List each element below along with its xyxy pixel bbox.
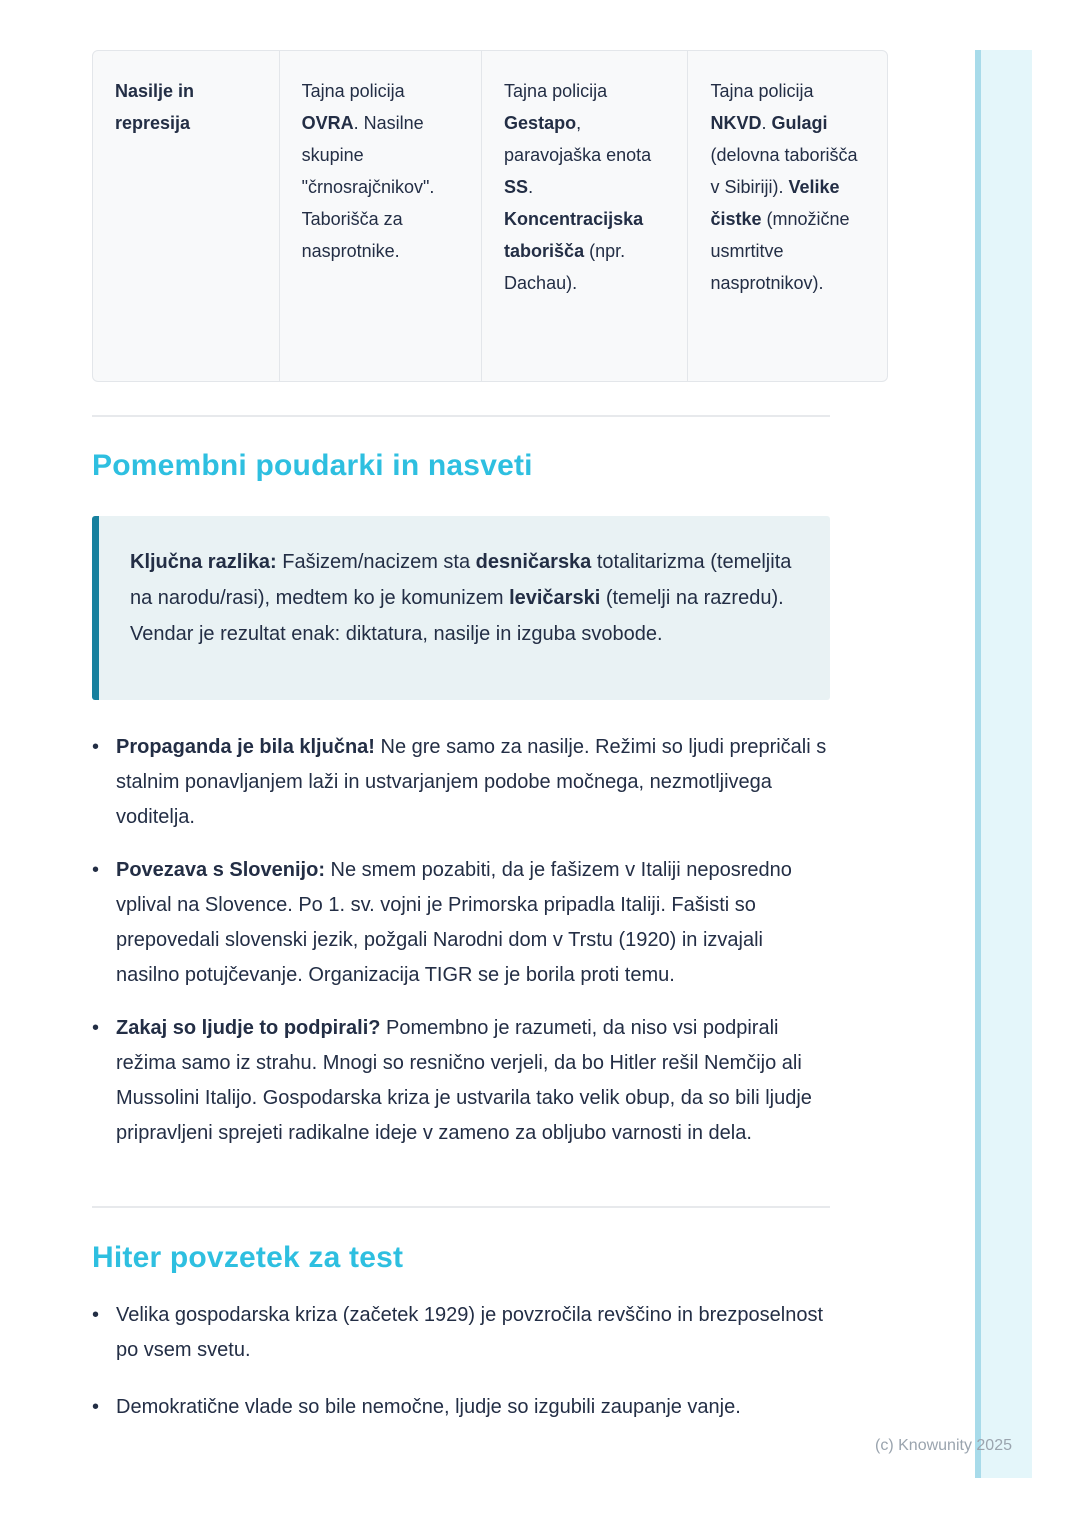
list-item-text: Povezava s Slovenijo: Ne smem pozabiti, da je fašizem v Italiji neposredno vplival na Slovence. Po 1. sv. vojni je Primorska pripadla Italiji. Fašisti so prepovedali slovenski jezik, požgali Narodni dom v Trstu (1920) in izvajali nasilno potujčevanje. Organizacija TIGR se je borila proti temu. — [116, 859, 792, 986]
table-cell-gestapo: Tajna policija Gestapo, paravojaška enota SS. Koncentracijska taborišča (npr. Dachau). — [482, 51, 688, 381]
list-item — [92, 853, 830, 993]
bullet-dot: • — [92, 859, 100, 881]
list-item — [92, 730, 830, 835]
callout-text: Ključna razlika: Fašizem/nacizem sta desničarska totalitarizma (temeljita na narodu/rasi), medtem ko je komunizem levičarski (temelji na razredu). Vendar je rezultat enak: diktatura, nasilje in izguba svobode. — [130, 551, 792, 645]
bullet-dot: • — [92, 1017, 100, 1039]
summary-list — [92, 1298, 830, 1447]
list-item — [92, 1011, 830, 1151]
section-divider — [92, 415, 830, 417]
bullet-dot: • — [92, 1304, 100, 1326]
list-item-text: Velika gospodarska kriza (začetek 1929) je povzročila revščino in brezposelnost po vsem svetu. — [116, 1304, 824, 1361]
highlights-list — [92, 730, 830, 1169]
section-divider — [92, 1206, 830, 1208]
bullet-dot: • — [92, 736, 100, 758]
key-difference-callout — [92, 516, 830, 700]
section-title-highlights: Pomembni poudarki in nasveti — [92, 449, 533, 482]
list-item — [92, 1298, 830, 1368]
table-cell-ovra: Tajna policija OVRA. Nasilne skupine "črnosrajčnikov". Taborišča za nasprotnike. — [280, 51, 482, 381]
list-item-text: Zakaj so ljudje to podpirali? Pomembno je razumeti, da niso vsi podpirali režima samo iz strahu. Mnogi so resnično verjeli, da bo Hitler rešil Nemčijo ali Mussolini Italijo. Gospodarska kriza je ustvarila tako velik obup, da so bili ljudje pripravljeni sprejeti radikalne ideje v zameno za obljubo varnosti in dela. — [116, 1017, 812, 1144]
page-edge-strip — [975, 50, 1032, 1478]
section-title-summary: Hiter povzetek za test — [92, 1241, 404, 1274]
list-item-text: Propaganda je bila ključna! Ne gre samo za nasilje. Režimi so ljudi prepričali s stalnim ponavljanjem laži in ustvarjanjem podobe močnega, nezmotljivega voditelja. — [116, 736, 827, 828]
bullet-dot: • — [92, 1396, 100, 1418]
list-item — [92, 1390, 830, 1425]
comparison-table — [92, 50, 888, 382]
copyright-notice: (c) Knowunity 2025 — [875, 1437, 1012, 1454]
list-item-text: Demokratične vlade so bile nemočne, ljudje so izgubili zaupanje vanje. — [116, 1396, 741, 1418]
table-cell-nkvd: Tajna policija NKVD. Gulagi (delovna taborišča v Sibiriji). Velike čistke (množične usmrtitve nasprotnikov). — [710, 81, 858, 293]
table-row-header: Nasilje in represija — [93, 51, 280, 381]
